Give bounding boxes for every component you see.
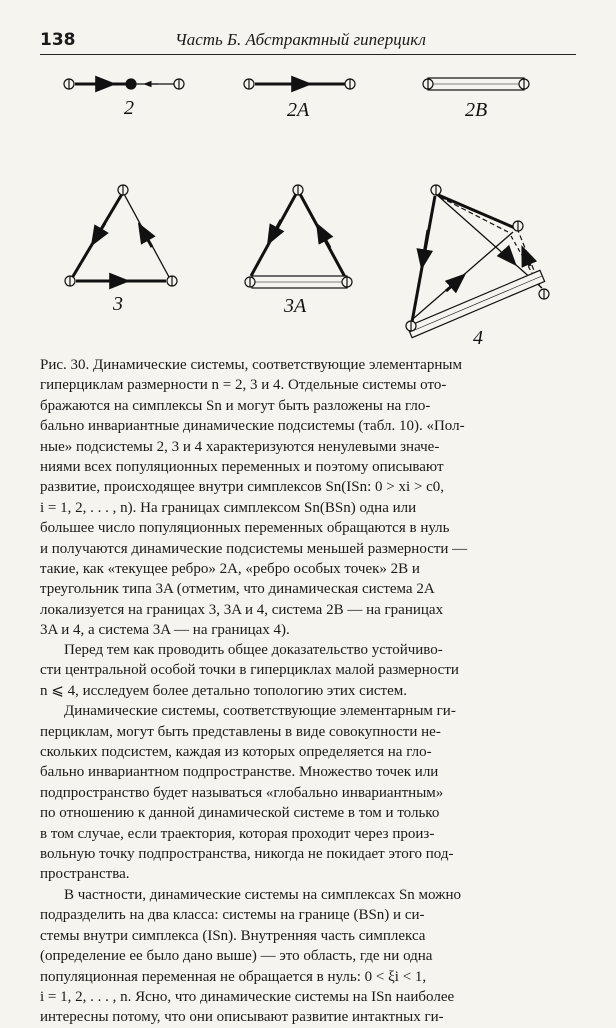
diagram-3 xyxy=(65,185,177,286)
caption-line: ниями всех популяционных переменных и поэтому описывают xyxy=(40,459,444,476)
caption-line: 3A и 4, а система 3A — на границах 4). xyxy=(40,622,290,639)
caption-line: Рис. 30. Динамические системы, соответствующие элементарным xyxy=(40,357,462,373)
caption-line: гиперциклам размерности n = 2, 3 и 4. Отдельные системы ото- xyxy=(40,377,447,394)
body-line: по отношению к данной динамической системе в том и только xyxy=(40,805,440,822)
caption-line: большее число популяционных переменных обращаются в нуль xyxy=(40,520,450,537)
label-4: 4 xyxy=(473,327,483,349)
body-line: подпространство будет называться «глобально инвариантным» xyxy=(40,784,444,801)
diagram-3a xyxy=(245,185,352,288)
body-line: n ⩽ 4, исследуем более детально топологию этих систем. xyxy=(40,682,407,699)
caption-line: треугольник типа 3A (отметим, что динамическая система 2A xyxy=(40,581,435,598)
label-2b: 2B xyxy=(465,99,488,121)
caption-line: развитие, происходящее внутри симплексов Sn(ISn: 0 > xi > c0, xyxy=(40,479,445,496)
body-line: пространства. xyxy=(40,866,130,883)
body-line: перциклам, могут быть представлены в виде совокупности не- xyxy=(40,723,441,740)
body-line: (определение ее было дано выше) — это область, где ни одна xyxy=(40,948,433,965)
body-line: сти центральной особой точки в гиперциклах малой размерности xyxy=(40,662,459,679)
body-line: популяционная переменная не обращается в нуль: 0 < ξi < 1, xyxy=(40,968,427,985)
body-line: i = 1, 2, . . . , n. Ясно, что динамические системы на ISn наиболее xyxy=(40,988,455,1005)
caption-line: i = 1, 2, . . . , n). На границах симплексом Sn(BSn) одна или xyxy=(40,499,417,516)
caption-line: такие, как «текущее ребро» 2A, «ребро особых точек» 2B и xyxy=(40,561,420,578)
label-3a: 3A xyxy=(284,295,307,317)
figure-caption xyxy=(40,355,576,641)
body-line: бально инвариантном подпространстве. Множество точек или xyxy=(40,764,439,781)
label-2a: 2A xyxy=(287,99,310,121)
caption-line: локализуется на границах 3, 3A и 4, система 2B — на границах xyxy=(40,601,444,618)
body-line: стемы внутри симплекса (ISn). Внутренняя часть симплекса xyxy=(40,927,426,944)
body-line: Динамические системы, соответствующие элементарным ги- xyxy=(64,703,456,720)
body-line: подразделить на два класса: системы на границе (BSn) и си- xyxy=(40,907,425,924)
caption-line: ные» подсистемы 2, 3 и 4 характеризуются ненулевыми значе- xyxy=(40,438,440,455)
caption-line: и получаются динамические подсистемы меньшей размерности — xyxy=(40,540,468,557)
diagram-2 xyxy=(64,79,184,89)
diagram-2b xyxy=(423,78,529,90)
diagram-4 xyxy=(406,185,549,338)
body-line: В частности, динамические системы на симплексах Sn можно xyxy=(64,886,462,903)
figure-30 xyxy=(0,60,616,350)
label-3: 3 xyxy=(113,293,123,315)
body-line: вольную точку подпространства, никогда не покидает этого под- xyxy=(40,846,454,863)
header-rule xyxy=(40,54,576,55)
label-2: 2 xyxy=(124,97,134,119)
body-line: Перед тем как проводить общее доказательство устойчиво- xyxy=(64,642,443,658)
body-line: интересны потому, что они описывают развитие интактных ги- xyxy=(40,1009,444,1026)
diagram-2a xyxy=(244,79,355,89)
caption-line: бражаются на симплексы Sn и могут быть разложены на гло- xyxy=(40,397,431,414)
body-text xyxy=(40,640,576,1028)
body-line: скольких подсистем, каждая из которых определяется на гло- xyxy=(40,744,432,761)
body-line: в том случае, если траектория, которая проходит через произ- xyxy=(40,825,435,842)
page-header xyxy=(40,30,576,56)
running-title: Часть Б. Абстрактный гиперцикл xyxy=(175,30,426,49)
page-number: 138 xyxy=(40,30,76,50)
caption-line: бально инвариантные динамические подсистемы (табл. 10). «Пол- xyxy=(40,418,465,435)
